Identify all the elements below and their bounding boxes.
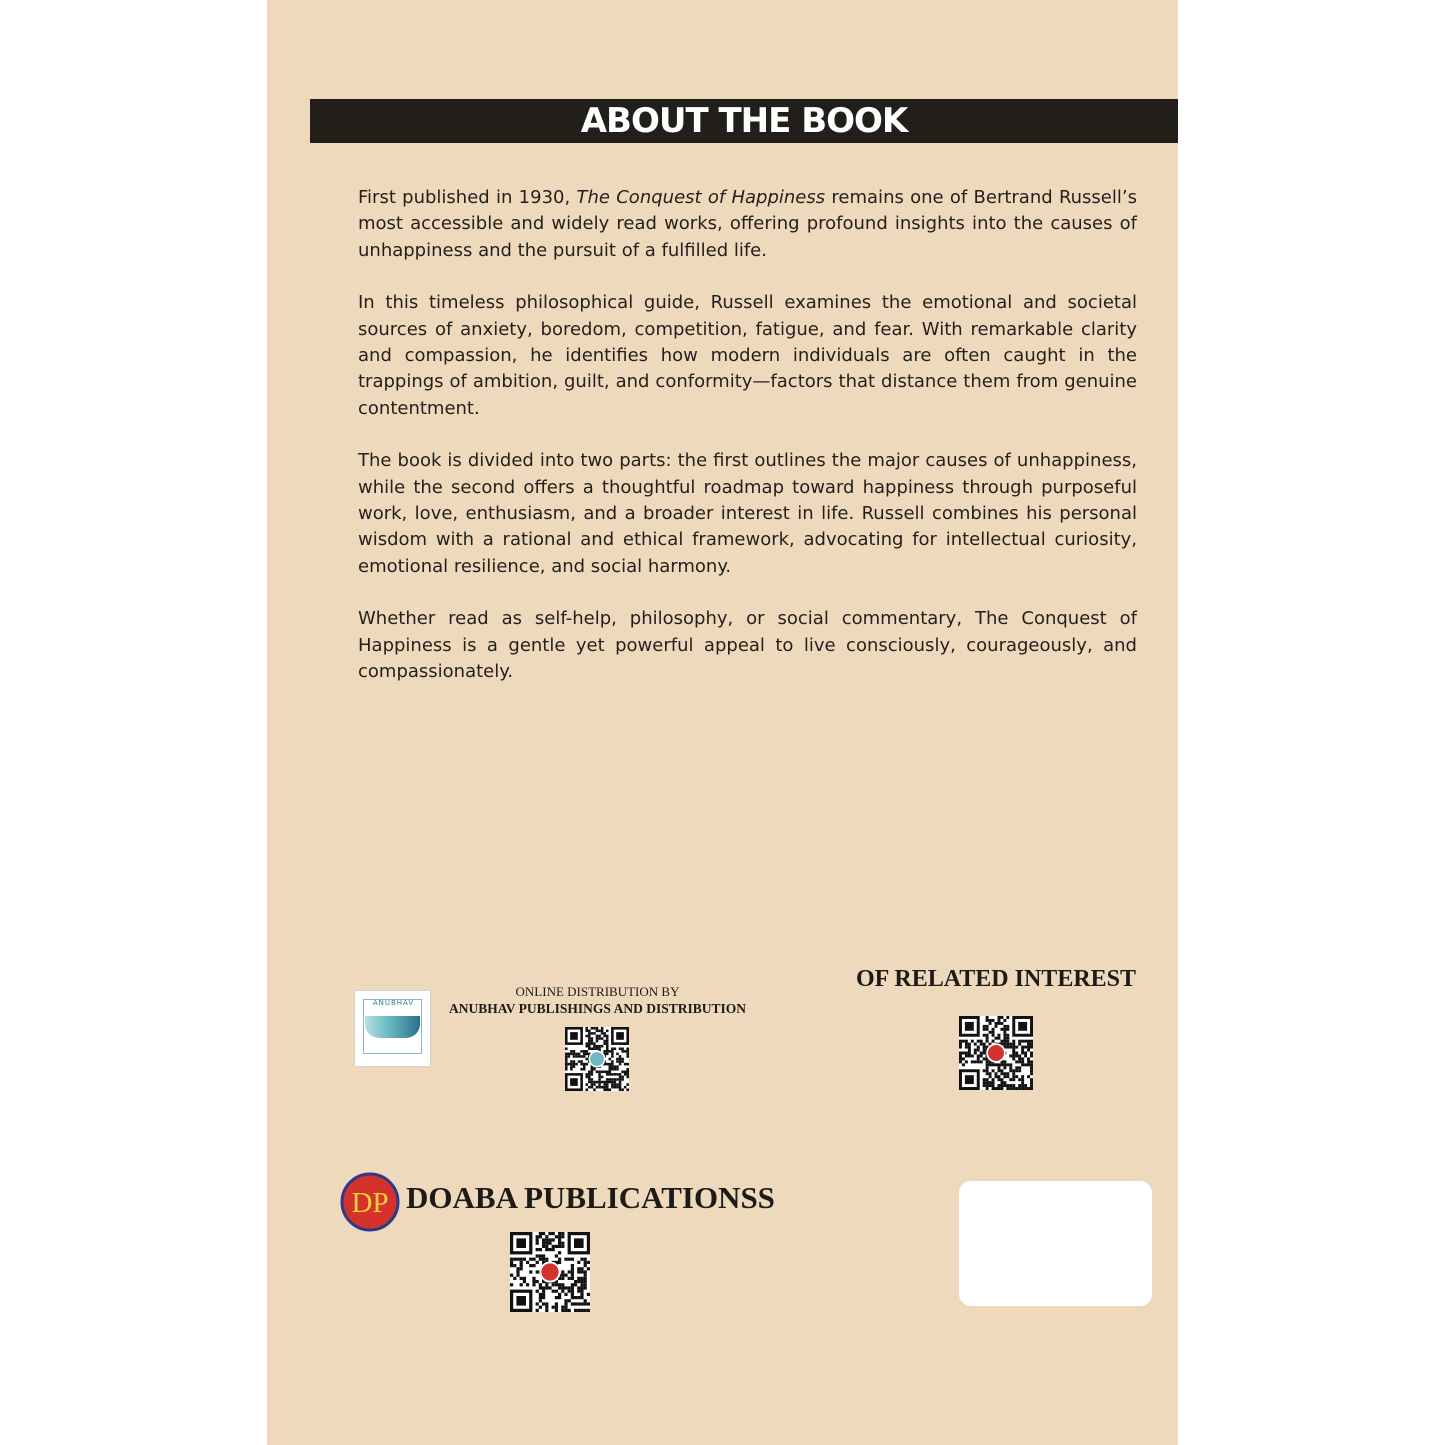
paragraph-text: First published in 1930, bbox=[358, 187, 577, 208]
distributor-name: ANUBHAV PUBLISHINGS AND DISTRIBUTION bbox=[449, 1001, 746, 1016]
description-paragraph-1 bbox=[358, 185, 1137, 264]
banner-title: ABOUT THE BOOK bbox=[580, 101, 908, 141]
about-the-book-banner bbox=[310, 99, 1178, 143]
book-title-italic: The Conquest of Happiness bbox=[576, 187, 826, 208]
anubhav-logo bbox=[354, 990, 431, 1067]
qr-code-graphic bbox=[510, 1232, 590, 1312]
logo-swash bbox=[365, 1016, 420, 1038]
description-paragraph-2: In this timeless philosophical guide, Russell examines the emotional and societal sources of anxiety, boredom, competition, fatigue, and fear. With remarkable clarity and compassion, he identifies how modern individuals are often caught in the trappings of ambition, guilt, and conformity—factors that distance them from genuine contentment. bbox=[358, 292, 1137, 419]
dp-logo-initials: DP bbox=[351, 1187, 389, 1219]
publisher-name: DOABA PUBLICATIONSS bbox=[406, 1180, 775, 1215]
paragraph-text: remains one of Bertrand Russell’s most accessible and widely read works, offering profound insights into the causes of unhappiness and the pursuit of a fulfilled life. bbox=[358, 187, 1137, 261]
qr-code-graphic bbox=[565, 1027, 629, 1091]
publisher-qr-code[interactable] bbox=[510, 1232, 590, 1312]
related-interest-heading: OF RELATED INTEREST bbox=[855, 966, 1137, 992]
description-paragraph-3: The book is divided into two parts: the first outlines the major causes of unhappiness, while the second offers a thoughtful roadmap toward happiness through purposeful work, love, enthusiasm, and a broader interest in life. Russell combines his personal wisdom with a rational and ethical framework, advocating for intellectual curiosity, emotional resilience, and social harmony. bbox=[358, 450, 1137, 577]
dp-logo bbox=[340, 1172, 400, 1232]
distributor-qr-code[interactable] bbox=[565, 1027, 629, 1091]
barcode-area bbox=[959, 1181, 1152, 1306]
description-paragraph-4: Whether read as self-help, philosophy, or social commentary, The Conquest of Happiness is a gentle yet powerful appeal to live consciously, courageously, and compassionately. bbox=[358, 608, 1137, 683]
qr-code-graphic bbox=[959, 1016, 1033, 1090]
related-interest-qr-code[interactable] bbox=[959, 1016, 1033, 1090]
book-description bbox=[358, 185, 1137, 712]
distribution-label: ONLINE DISTRIBUTION BY bbox=[515, 984, 680, 999]
logo-wordmark: ANUBHAV bbox=[372, 999, 415, 1007]
